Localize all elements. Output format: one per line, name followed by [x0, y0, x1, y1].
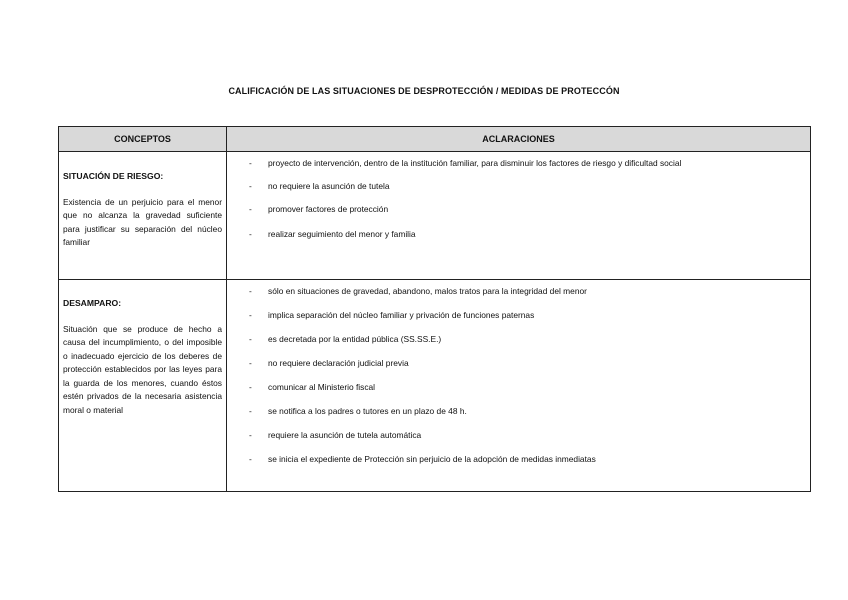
list-item: - comunicar al Ministerio fiscal: [249, 382, 810, 392]
list-item: - requiere la asunción de tutela automática: [249, 430, 810, 440]
list-item: - promover factores de protección: [249, 204, 810, 214]
list-item: - realizar seguimiento del menor y familia: [249, 229, 810, 239]
category-description: Existencia de un perjuicio para el menor que no alcanza la gravedad suficiente para justificar su separación del núcleo familiar: [63, 196, 222, 247]
concept-cell: [59, 280, 227, 492]
list-item: - no requiere declaración judicial previa: [249, 358, 810, 368]
clarification-list: [227, 286, 810, 464]
header-conceptos: CONCEPTOS: [59, 127, 227, 152]
clarification-cell: [227, 280, 811, 492]
table-header-row: [59, 127, 811, 152]
list-item: - se notifica a los padres o tutores en un plazo de 48 h.: [249, 406, 810, 416]
clarification-list: [227, 158, 810, 239]
list-item: - proyecto de intervención, dentro de la institución familiar, para disminuir los factores de riesgo y dificultad social: [249, 158, 810, 168]
category-description: Situación que se produce de hecho a causa del incumplimiento, o del imposible o inadecuado ejercicio de los deberes de protección establecidos por las leyes para la guarda de los menores, cuando éstos estén privados de la necesaria asistencia moral o material: [63, 323, 222, 415]
classification-table: [58, 126, 811, 492]
category-label: DESAMPARO:: [63, 298, 122, 308]
clarification-cell: [227, 152, 811, 280]
list-item: - sólo en situaciones de gravedad, abandono, malos tratos para la integridad del menor: [249, 286, 810, 296]
document-title: CALIFICACIÓN DE LAS SITUACIONES DE DESPROTECCIÓN / MEDIDAS DE PROTECCÓN: [228, 86, 620, 96]
table-row-desamparo: [59, 280, 811, 492]
list-item: - es decretada por la entidad pública (SS.SS.E.): [249, 334, 810, 344]
list-item: - implica separación del núcleo familiar y privación de funciones paternas: [249, 310, 810, 320]
list-item: - no requiere la asunción de tutela: [249, 181, 810, 191]
table-row-riesgo: [59, 152, 811, 280]
concept-cell: [59, 152, 227, 280]
category-label: SITUACIÓN DE RIESGO:: [63, 171, 164, 181]
list-item: - se inicia el expediente de Protección sin perjuicio de la adopción de medidas inmediatas: [249, 454, 810, 464]
header-aclaraciones: ACLARACIONES: [227, 127, 811, 152]
